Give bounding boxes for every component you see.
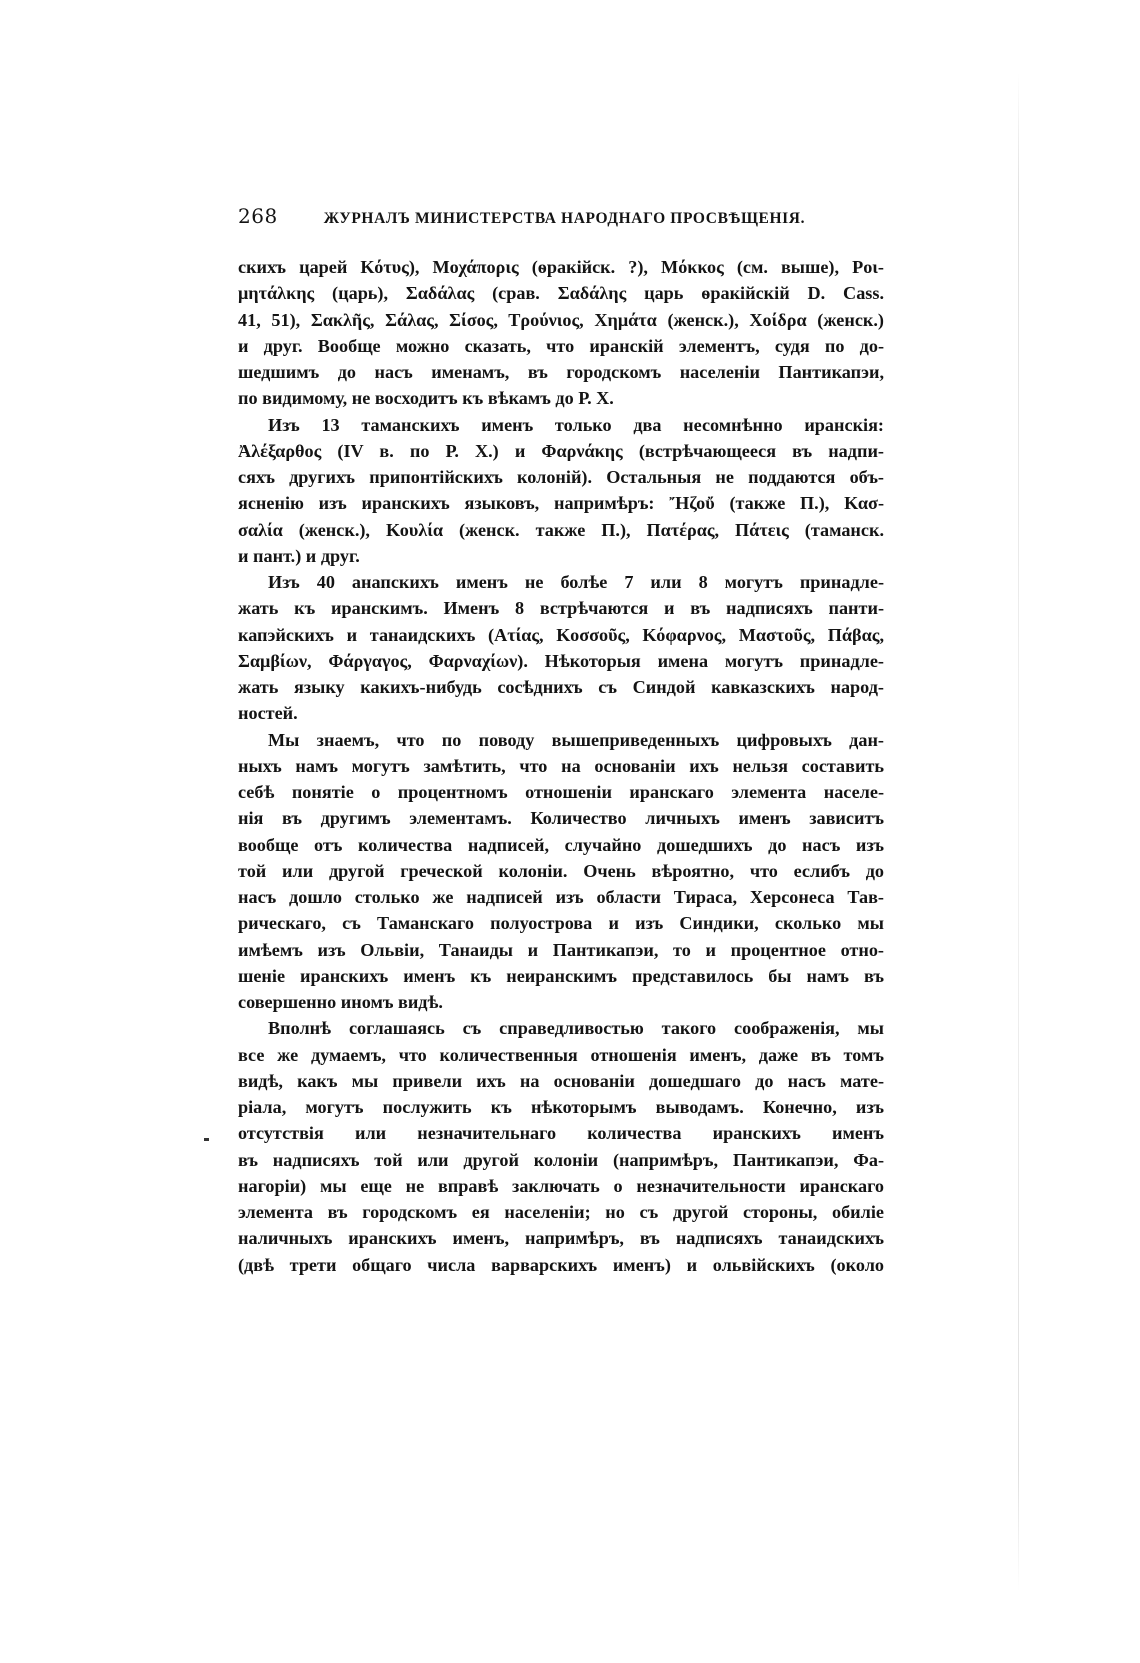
text-line: (двѣ трети общаго числа варварскихъ именъ) и ольвійскихъ (около bbox=[238, 1254, 884, 1275]
text-line: совершенно иномъ видѣ. bbox=[238, 992, 443, 1012]
text-line: въ надписяхъ той или другой колоніи (напримѣръ, Пантикапэи, Фа- bbox=[238, 1149, 884, 1170]
text-line: Σαμβίων, Φάργαγος, Φαρναχίων). Нѣкоторыя имена могутъ принадле- bbox=[238, 650, 884, 671]
text-line: по видимому, не восходитъ къ вѣкамъ до Р. Х. bbox=[238, 388, 614, 409]
page-number: 268 bbox=[238, 204, 278, 228]
text-line: скихъ царей Κότυς), Μοχάπορις (ѳракійск. ?), Μόκκος (см. выше), Ροι- bbox=[238, 257, 884, 277]
paragraph bbox=[238, 254, 884, 412]
text-line: шеніе иранскихъ именъ къ неиранскимъ представилось бы намъ въ bbox=[238, 965, 884, 986]
running-head: ЖУРНАЛЪ МИНИСТЕРСТВА НАРОДНАГО ПРОСВѢЩЕНІЯ. bbox=[323, 210, 806, 227]
scan-margin-shadow bbox=[1018, 72, 1019, 1592]
page-header bbox=[238, 204, 884, 234]
text-line: элемента въ городскомъ ея населеніи; но съ другой стороны, обиліе bbox=[238, 1202, 884, 1222]
text-line: μητάλκης (царь), Σαδάλας (срав. Σαδάλης царь ѳракійскій D. Cass. bbox=[238, 283, 884, 304]
paragraph bbox=[238, 1015, 884, 1278]
paragraph bbox=[238, 569, 884, 727]
text-line: имѣемъ изъ Ольвіи, Танаиды и Пантикапэи, то и процентное отно- bbox=[238, 939, 884, 960]
text-body bbox=[238, 254, 884, 1278]
text-line: и друг. Вообще можно сказать, что иранскій элементъ, судя по до- bbox=[238, 335, 884, 356]
text-line: ностей. bbox=[238, 703, 298, 724]
text-line: насъ дошло столько же надписей изъ области Тираса, Херсонеса Тав- bbox=[238, 887, 884, 907]
paragraph bbox=[238, 412, 884, 570]
text-line: Изъ 13 таманскихъ именъ только два несомнѣнно иранскія: bbox=[268, 414, 884, 435]
text-line: капэйскихъ и танаидскихъ (Ατίας, Κοσσοῦς, Κόφαρνος, Μαστοῦς, Πάβας, bbox=[238, 624, 884, 645]
text-line: себѣ понятіе о процентномъ отношеніи иранскаго элемента населе- bbox=[238, 782, 884, 802]
text-line: сяхъ другихъ припонтійскихъ колоній). Остальныя не поддаются объ- bbox=[238, 467, 884, 487]
text-line: рическаго, съ Таманскаго полуострова и изъ Синдики, сколько мы bbox=[238, 913, 884, 934]
text-line: все же думаемъ, что количественныя отношенія именъ, даже въ томъ bbox=[238, 1044, 884, 1065]
text-line: Вполнѣ соглашаясь съ справедливостью такого соображенія, мы bbox=[268, 1018, 884, 1039]
text-line: Изъ 40 анапскихъ именъ не болѣе 7 или 8 могутъ принадле- bbox=[268, 572, 884, 592]
text-line: шедшимъ до насъ именамъ, въ городскомъ населеніи Пантикапэи, bbox=[238, 362, 884, 382]
text-line: видѣ, какъ мы привели ихъ на основаніи дошедшаго до насъ мате- bbox=[238, 1070, 884, 1091]
scan-speck bbox=[204, 1138, 209, 1141]
text-line: σαλία (женск.), Κουλία (женск. также П.), Πατέρας, Πάτεις (таманск. bbox=[238, 519, 884, 540]
text-line: вообще отъ количества надписей, случайно дошедшихъ до насъ изъ bbox=[238, 834, 884, 855]
text-line: 41, 51), Σακλῆς, Σάλας, Σίσος, Τρούνιος, Χημάτα (женск.), Χοίδρα (женск.) bbox=[238, 309, 884, 330]
text-line: ясненію изъ иранскихъ языковъ, напримѣръ: Ἤζοὔ (также П.), Κασ- bbox=[238, 493, 884, 514]
paragraph bbox=[238, 727, 884, 1016]
text-line: нагоріи) мы еще не вправѣ заключать о незначительности иранскаго bbox=[238, 1175, 884, 1196]
text-line: нія въ другимъ элементамъ. Количество личныхъ именъ зависитъ bbox=[238, 808, 884, 829]
text-line: и пант.) и друг. bbox=[238, 545, 360, 566]
text-line: жать къ иранскимъ. Именъ 8 встрѣчаются и въ надписяхъ панти- bbox=[238, 598, 884, 619]
text-line: наличныхъ иранскихъ именъ, напримѣръ, въ надписяхъ танаидскихъ bbox=[238, 1228, 884, 1249]
text-line: ріала, могутъ послужить къ нѣкоторымъ выводамъ. Конечно, изъ bbox=[238, 1097, 884, 1117]
text-line: ныхъ намъ могутъ замѣтить, что на основаніи ихъ нельзя составить bbox=[238, 755, 884, 776]
text-line: Мы знаемъ, что по поводу вышеприведенныхъ цифровыхъ дан- bbox=[268, 729, 884, 750]
text-line: Ἀλέξαρθος (IV в. по Р. Х.) и Φαρνάκης (встрѣчающееся въ надпи- bbox=[238, 440, 884, 461]
text-line: жать языку какихъ-нибудь сосѣднихъ съ Синдой кавказскихъ народ- bbox=[238, 677, 884, 697]
text-line: той или другой греческой колоніи. Очень вѣроятно, что еслибъ до bbox=[238, 860, 884, 881]
text-line: отсутствія или незначительнаго количества иранскихъ именъ bbox=[238, 1123, 884, 1144]
